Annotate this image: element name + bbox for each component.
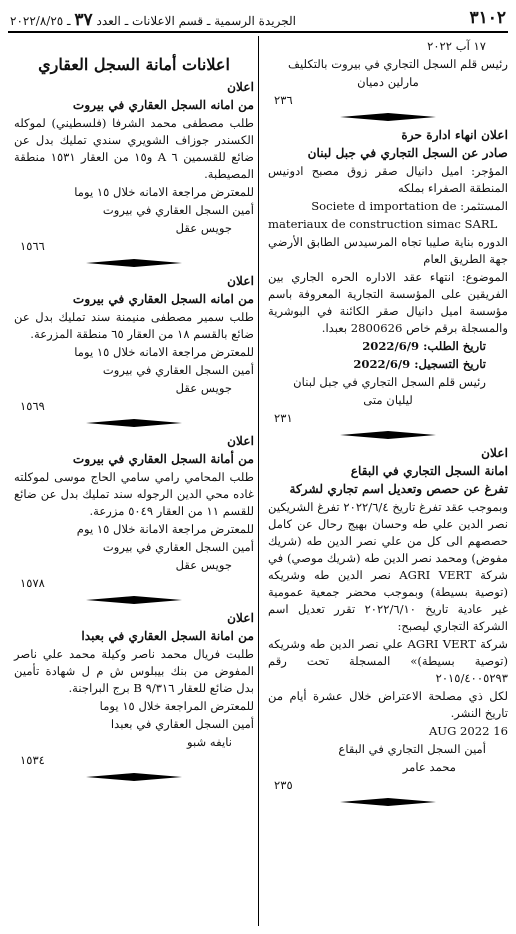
notice-signer: جويس عقل: [175, 221, 232, 235]
notice-investor-cont: materiaux de construction simac SARL: [268, 217, 498, 231]
notice-ref: ١٥٦٩: [20, 399, 45, 413]
notice-signature-title: أمين السجل العقاري في بيروت: [102, 540, 254, 554]
notice-date: 16 AUG 2022: [428, 724, 508, 738]
notice-top: [268, 38, 508, 109]
notice-ref: ١٥٦٦: [20, 239, 45, 253]
notice-subtitle: تفرغ عن حصص وتعديل اسم تجاري لشركة: [289, 482, 508, 496]
header-rule: [8, 31, 508, 33]
notice-signature-title: رئيس قلم السجل التجاري في جبل لبنان: [293, 375, 486, 389]
notice-signer: محمد عامر: [402, 760, 456, 774]
notice-objection: للمعترض مراجعة الامانة خلال ١٥ يوم: [76, 522, 254, 536]
notice-title: من امانه السجل العقاري في بيروت: [72, 98, 254, 112]
separator-ornament: [86, 418, 182, 428]
gazette-name: الجريدة الرسمية ـ قسم الاعلانات ـ العدد: [96, 14, 296, 28]
issue-date: ـ ٢٠٢٢/٨/٢٥: [10, 14, 71, 28]
notice-title: امانة السجل التجاري في البقاع: [350, 464, 508, 478]
notice-objection: للمعترض مراجعة الامانه خلال ١٥ يوما: [74, 185, 254, 199]
notice-body: طلب سمير مصطفى منيمنة سند تمليك بدل عن ضائع بالقسم ١٨ من العقار ٦٥ منطقة المزرعة.: [14, 310, 254, 341]
notice-address: الدوره بناية صليبا تجاه المرسيدس الطابق الأرضي جهة الطريق العام: [268, 235, 508, 266]
real-estate-notice-4: [14, 610, 254, 769]
notice-request-date: تاريخ الطلب: 2022/6/9: [362, 339, 486, 353]
notice-ref: ٢٣٥: [274, 778, 293, 792]
separator-ornament: [340, 797, 436, 807]
notice-ref: ١٥٧٨: [20, 576, 45, 590]
notice-ref: ٢٣١: [274, 411, 293, 425]
notice-subject: الموضوع: انتهاء عقد الاداره الحره الجاري بين الفريقين على المؤسسة التجارية المعروفة باسم مؤسسة اميل دانيال صقر الكائنة في البوشرية والمسجلة برقم خاص 2800626 بعبدا.: [268, 270, 508, 335]
notice-subtitle: صادر عن السجل التجاري في جبل لبنان: [307, 146, 508, 160]
notice-label: اعلان: [227, 611, 254, 625]
notice-objection: لكل ذي مصلحة الاعتراض خلال عشرة أيام من تاريخ النشر.: [268, 689, 508, 720]
notice-investor: المستثمر: Societe d importation de: [311, 199, 508, 213]
page-header: [8, 6, 508, 30]
separator-ornament: [340, 112, 436, 122]
section-heading: اعلانات أمانة السجل العقاري: [38, 55, 230, 74]
notice-lessor: المؤجر: اميل دانيال صقر زوق مصبح ادونيس المنطقة الصفراء بملكه: [268, 164, 508, 195]
column-divider: [258, 36, 259, 926]
notice-objection: للمعترض المراجعة خلال ١٥ يوما: [99, 699, 254, 713]
notice-signer: ليليان متى: [363, 393, 413, 407]
separator-ornament: [86, 595, 182, 605]
notice-body: طلب مصطفى محمد الشرفا (فلسطيني) لموكله الكسندر جوزاف الشويري سندي تمليك بدل عن ضائع للقسمين ٦ A و١٥ من العقار ١٥٣١ منطقة المصيطبة.: [14, 116, 254, 181]
separator-ornament: [340, 430, 436, 440]
notice-ref: ١٥٣٤: [20, 753, 45, 767]
gazette-title: [10, 10, 296, 30]
real-estate-notice-2: [14, 273, 254, 415]
notice-title: من امانة السجل العقاري في بعبدا: [81, 629, 254, 643]
issue-number: ٣٧: [74, 10, 93, 30]
separator-ornament: [86, 258, 182, 268]
notice-date: ١٧ آب ٢٠٢٢: [427, 39, 486, 53]
notice-share-transfer: [268, 445, 508, 794]
notice-signer: نايفه شبو: [187, 735, 232, 749]
page-number: ٣١٠٢: [469, 8, 506, 28]
notice-registration-date: تاريخ التسجيل: 2022/6/9: [353, 357, 486, 371]
notice-label: اعلان: [481, 446, 508, 460]
notice-label: اعلان: [227, 434, 254, 448]
notice-company-name: شركة AGRI VERT علي نصر الدين طه وشريكه (توصية بسيطة)» المسجلة تحت رقم ٢٠١٥/٤٠٠٥٢٩٣: [268, 637, 508, 685]
real-estate-notice-1: [14, 79, 254, 255]
left-column: [14, 38, 254, 787]
notice-body: وبموجب عقد تفرغ تاريخ ٢٠٢٢/٦/٤ تفرغ الشريكين نصر الدين علي طه وحسان بهيج رحال عن كامل حصصهم الى كل من علي نصر الدين طه (شريك مفوض) ومحمد نصر الدين طه (شريك موصي) في شركة AGRI VERT نصر الدين طه وشريكه (توصية بسيطة) وبموجب محضر جمعية عمومية غير عادية تاريخ ٢٠٢٢/٦/١٠ تقرر تعديل اسم الشركة التجاري ليصبح:: [268, 500, 508, 633]
notice-signature-title: أمين السجل التجاري في البقاع: [338, 742, 486, 756]
notice-label: اعلان: [227, 274, 254, 288]
notice-title: اعلان انهاء ادارة حرة: [401, 128, 508, 142]
notice-title: من أمانة السجل العقاري في بيروت: [72, 452, 254, 466]
notice-signature-title: أمين السجل العقاري في بعبدا: [110, 717, 254, 731]
notice-signer: مارلين دميان: [357, 75, 419, 89]
notice-label: اعلان: [227, 80, 254, 94]
notice-signature-title: أمين السجل العقاري في بيروت: [102, 203, 254, 217]
notice-signature-title: رئيس قلم السجل التجاري في بيروت بالتكليف: [288, 57, 508, 71]
notice-objection: للمعترض مراجعة الامانه خلال ١٥ يوما: [74, 345, 254, 359]
separator-ornament: [86, 772, 182, 782]
right-column: [268, 38, 508, 812]
notice-title: من امانه السجل العقاري في بيروت: [72, 292, 254, 306]
notice-signer: جويس عقل: [175, 381, 232, 395]
notice-free-management-end: [268, 127, 508, 427]
notice-signature-title: أمين السجل العقاري في بيروت: [102, 363, 254, 377]
notice-signer: جويس عقل: [175, 558, 232, 572]
notice-body: طلبت فريال محمد ناصر وكيلة محمد علي ناصر المفوض من بنك بيبلوس ش م ل شهادة تأمين بدل ضائع للعقار ٩/٣١٦ B برج البراجنة.: [14, 647, 254, 695]
notice-body: طلب المحامي رامي سامي الحاج موسى لموكلته غاده محي الدين الرجوله سند تمليك بدل عن ضائع للقسم ١١ من العقار ٥٠٤٩ مزرعة.: [14, 470, 254, 518]
real-estate-notice-3: [14, 433, 254, 592]
notice-ref: ٢٣٦: [274, 93, 293, 107]
